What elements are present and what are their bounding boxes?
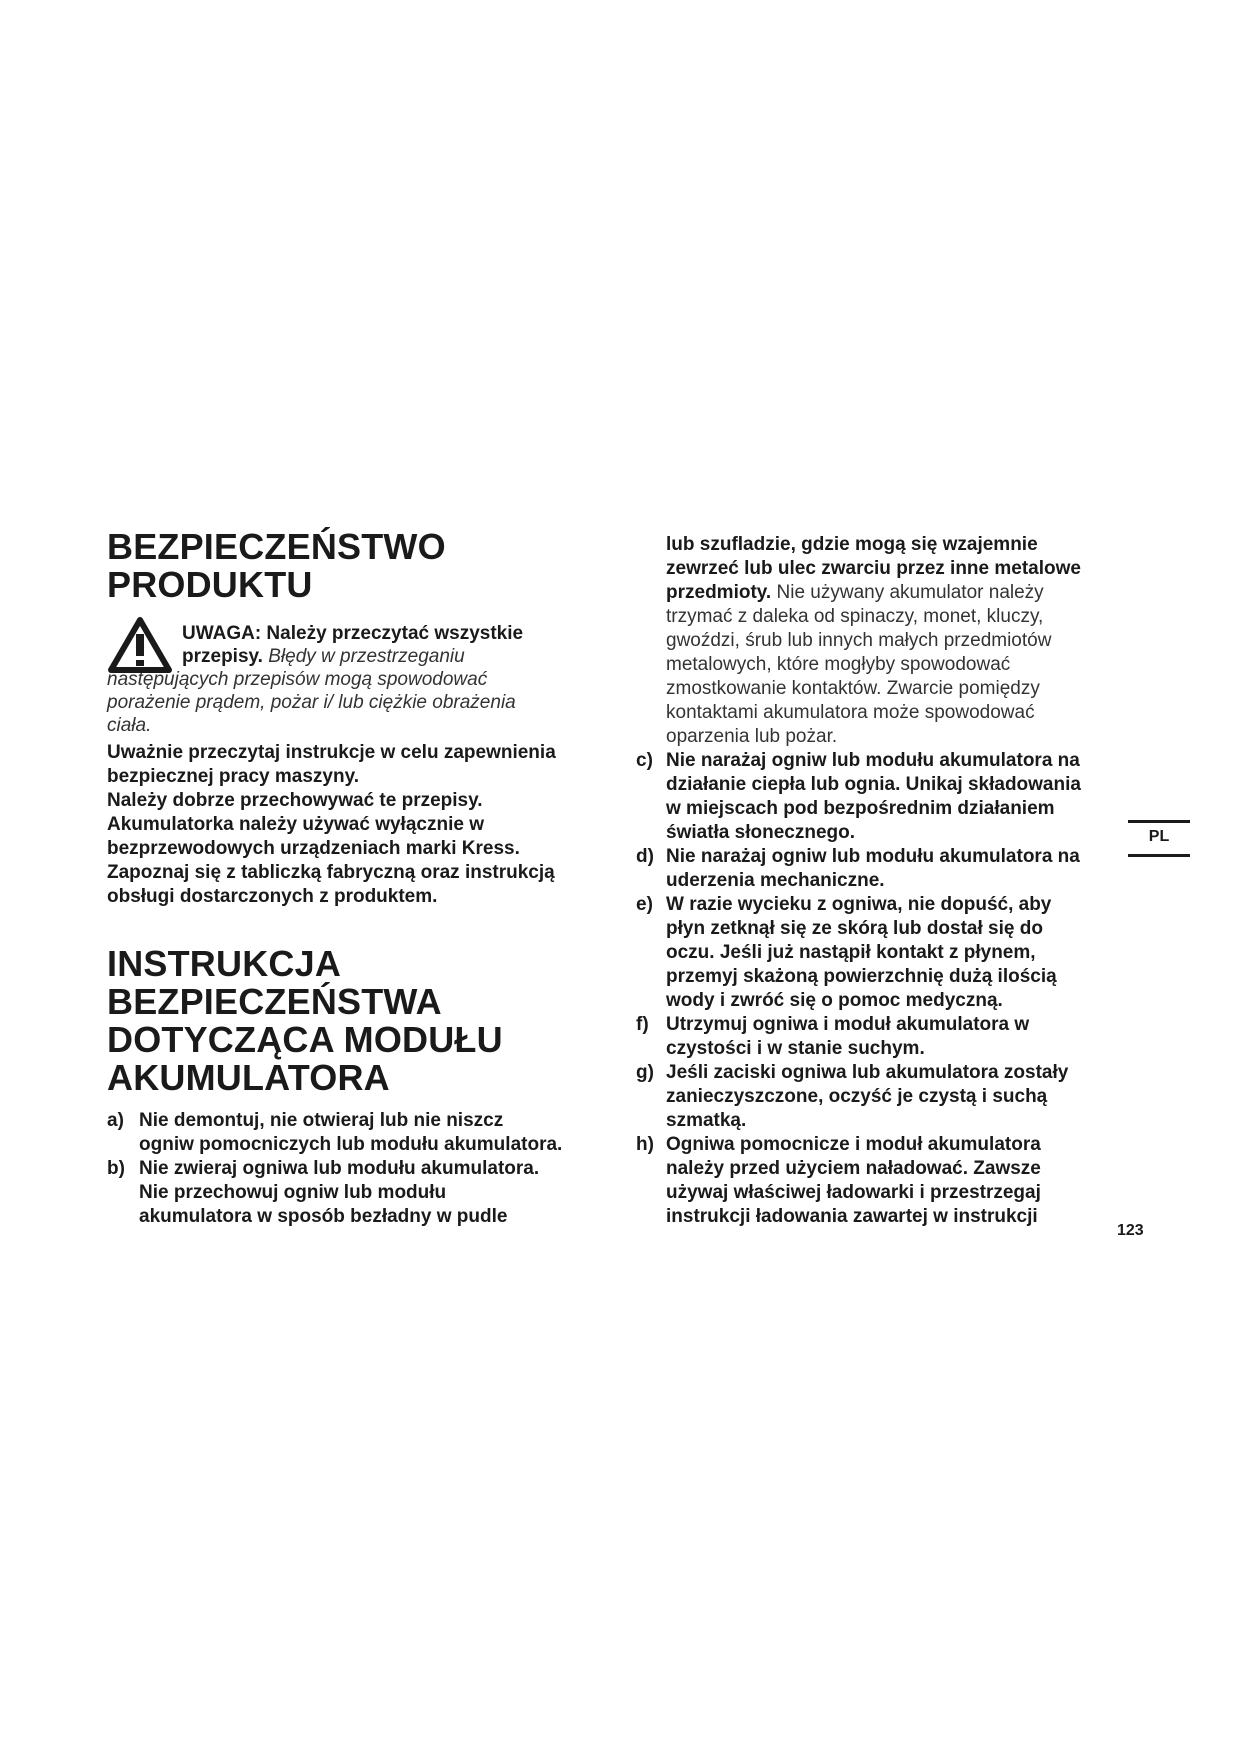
list-item-line: uderzenia mechaniczne. [666, 870, 885, 891]
title-line: BEZPIECZEŃSTWA [107, 981, 442, 1022]
safety-list-right [636, 533, 1146, 1229]
list-item [636, 893, 1146, 1013]
list-item-line: działanie ciepła lub ognia. Unikaj składowania [666, 774, 1081, 795]
list-item-line: kontaktami akumulatora może spowodować [666, 702, 1035, 723]
paragraph-line: Akumulatorka należy używać wyłącznie w [107, 814, 484, 835]
warning-heading-line2 [107, 645, 627, 668]
list-item [636, 749, 1146, 845]
list-item-label: a) [107, 1110, 124, 1131]
warning-italic-line: porażenie prądem, pożar i/ lub ciężkie obrażenia [107, 692, 516, 713]
list-item [636, 1013, 1146, 1061]
list-item-label: d) [636, 846, 654, 867]
list-item-line: Jeśli zaciski ogniwa lub akumulatora zostały [666, 1062, 1069, 1083]
list-item-line: ogniw pomocniczych lub modułu akumulatora. [139, 1134, 563, 1155]
warning-heading-line1: UWAGA: Należy przeczytać wszystkie [182, 623, 524, 644]
language-tab-rule-bottom [1128, 854, 1190, 857]
list-item-line: trzymać z daleka od spinaczy, monet, kluczy, [666, 606, 1044, 627]
list-item-line: zewrzeć lub ulec zwarciu przez inne metalowe [666, 558, 1081, 579]
list-item-line: Utrzymuj ogniwa i moduł akumulatora w [666, 1014, 1030, 1035]
list-item-line: światła słonecznego. [666, 822, 855, 843]
title-line: AKUMULATORA [107, 1057, 390, 1098]
list-item-line: zmostkowanie kontaktów. Zwarcie pomiędzy [666, 678, 1040, 699]
list-item-line: Nie zwieraj ogniwa lub modułu akumulatora. [139, 1158, 540, 1179]
list-item-line: oczu. Jeśli już nastąpił kontakt z płynem, [666, 942, 1036, 963]
normal-run: Nie używany akumulator należy [771, 582, 1044, 603]
list-item-line: akumulatora w sposób bezładny w pudle [139, 1206, 508, 1227]
warning-block [107, 616, 627, 737]
paragraph-line: bezprzewodowych urządzeniach marki Kress. [107, 838, 520, 859]
intro-paragraph [107, 741, 627, 909]
warning-italic-start: Błędy w przestrzeganiu [262, 646, 465, 667]
list-item-label: h) [636, 1134, 654, 1155]
list-item [636, 1133, 1146, 1229]
title-line: DOTYCZĄCA MODUŁU [107, 1019, 503, 1060]
list-item-label: b) [107, 1158, 125, 1179]
left-column [107, 528, 627, 1229]
list-item-line: szmatką. [666, 1110, 747, 1131]
paragraph-line: Uważnie przeczytaj instrukcje w celu zapewnienia [107, 742, 556, 763]
language-tab [1128, 820, 1190, 858]
list-item-line: zanieczyszczone, oczyść je czystą i suchą [666, 1086, 1048, 1107]
list-item-line: oparzenia lub pożar. [666, 726, 838, 747]
list-item-line: Nie przechowuj ogniw lub modułu [139, 1182, 447, 1203]
warning-italic-line: następujących przepisów mogą spowodować [107, 669, 488, 690]
list-item-label: f) [636, 1014, 649, 1035]
warning-italic-line: ciała. [107, 715, 152, 736]
list-item-line: w miejscach pod bezpośrednim działaniem [666, 798, 1055, 819]
list-item-line: Ogniwa pomocnicze i moduł akumulatora [666, 1134, 1041, 1155]
list-item-label: e) [636, 894, 653, 915]
paragraph-line: obsługi dostarczonych z produktem. [107, 886, 438, 907]
bold-run: przedmioty. [666, 582, 772, 603]
page-number: 123 [1117, 1222, 1144, 1239]
list-item-line: wody i zwróć się o pomoc medyczną. [666, 990, 1003, 1011]
title-line: BEZPIECZEŃSTWO [107, 526, 446, 567]
paragraph-line: Zapoznaj się z tabliczką fabryczną oraz instrukcją [107, 862, 555, 883]
list-item-line: gwoździ, śrub lub innych małych przedmiotów [666, 630, 1052, 651]
paragraph-line: bezpiecznej pracy maszyny. [107, 766, 360, 787]
list-item-line: W razie wycieku z ogniwa, nie dopuść, aby [666, 894, 1052, 915]
list-item-label: c) [636, 750, 653, 771]
list-item-line: płyn zetknął się ze skórą lub dostał się do [666, 918, 1043, 939]
list-item-line: Nie narażaj ogniw lub modułu akumulatora na [666, 846, 1080, 867]
language-tab-label: PL [1148, 828, 1170, 845]
list-item [107, 1109, 627, 1157]
list-item [636, 1061, 1146, 1133]
paragraph-line: Należy dobrze przechowywać te przepisy. [107, 790, 483, 811]
list-item-line: Nie demontuj, nie otwieraj lub nie niszcz [139, 1110, 504, 1131]
list-item-label: g) [636, 1062, 654, 1083]
list-item-line: należy przed użyciem naładować. Zawsze [666, 1158, 1041, 1179]
title-line: INSTRUKCJA [107, 943, 342, 984]
right-column [636, 533, 1146, 1229]
warning-triangle-icon [107, 616, 173, 676]
list-item [107, 1157, 627, 1229]
language-tab-rule-top [1128, 820, 1190, 823]
title-line: PRODUKTU [107, 564, 313, 605]
list-item-line: przemyj skażoną powierzchnię dużą ilością [666, 966, 1057, 987]
section-title-battery-safety [107, 945, 627, 1097]
list-item-line: lub szufladzie, gdzie mogą się wzajemnie [666, 534, 1038, 555]
safety-list-left [107, 1109, 627, 1229]
section-title-product-safety [107, 528, 627, 604]
list-item-line: używaj właściwej ładowarki i przestrzegaj [666, 1182, 1041, 1203]
list-item-line: Nie narażaj ogniw lub modułu akumulatora na [666, 750, 1080, 771]
list-item-line: metalowych, które mogłyby spowodować [666, 654, 1011, 675]
list-item-line: instrukcji ładowania zawartej w instrukcji [666, 1206, 1038, 1227]
list-item-line-mixed [666, 581, 1146, 605]
warning-heading-bold: przepisy. [182, 646, 263, 667]
list-item [636, 845, 1146, 893]
list-item-continued [636, 533, 1146, 749]
list-item-line: czystości i w stanie suchym. [666, 1038, 925, 1059]
